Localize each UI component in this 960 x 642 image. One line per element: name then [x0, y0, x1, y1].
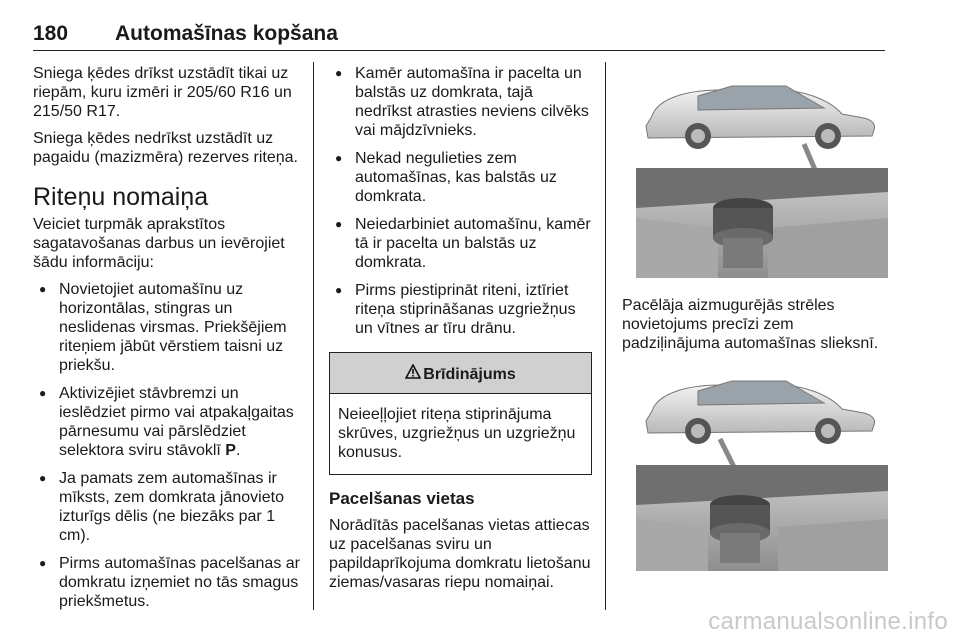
list-item: ● Neiedarbiniet automašīnu, kamēr tā ir pacelta un balstās uz domkrata.	[329, 215, 592, 272]
warning-title: Brīdinājums	[423, 366, 516, 383]
lifting-points-paragraph: Norādītās pacelšanas vietas attiecas uz pacelšanas sviru un papildaprīkojuma domkratu lietošanu ziemas/vasaras riepu nomaiņai.	[329, 517, 591, 591]
warning-header	[330, 353, 591, 394]
section-heading: Riteņu nomaiņa	[33, 183, 209, 211]
column-middle	[329, 64, 592, 600]
column-divider	[313, 62, 314, 610]
warning-body: Neieeļļojiet riteņa stiprinājuma skrūves, uzgriežņus un uzgriežņu konusus.	[338, 406, 576, 461]
lifting-point-figure-rear	[628, 68, 894, 286]
column-left	[33, 64, 305, 620]
list-item: ● Pirms piestiprināt riteni, iztīriet riteņa stiprināšanas uzgriežņus un vītnes ar tīru drānu.	[329, 281, 592, 338]
subheading: Pacelšanas vietas	[329, 489, 475, 508]
safety-list	[329, 64, 592, 338]
warning-triangle-icon	[405, 364, 421, 384]
warning-box	[329, 352, 592, 475]
column-divider	[605, 62, 606, 610]
snow-chain-size-paragraph: Sniega ķēdes drīkst uzstādīt tikai uz riepām, kuru izmēri ir 205/60 R16 un 215/50 R17.	[33, 65, 292, 120]
handbrake-text: Aktivizējiet stāvbremzi un ieslēdziet pirmo vai atpakaļgaitas pārnesumu vai pārslēdziet selektora sviru stāvoklī	[59, 385, 294, 459]
list-item: ● Pirms automašīnas pacelšanas ar domkratu izņemiet no tās smagus priekšmetus.	[33, 554, 305, 611]
figure-caption: Pacēlāja aizmugurējās strēles novietojums precīzi zem padziļinājuma automašīnas slieksnī.	[622, 297, 879, 352]
page-header	[33, 20, 885, 51]
chapter-title: Automašīnas kopšana	[115, 22, 338, 45]
list-item	[33, 384, 305, 460]
gear-position: P	[225, 442, 236, 459]
watermark: carmanualsonline.info	[708, 608, 948, 635]
lifting-point-figure-front	[628, 363, 894, 578]
page-number: 180	[33, 22, 69, 45]
list-item: ● Kamēr automašīna ir pacelta un balstās uz domkrata, tajā nedrīkst atrasties neviens cilvēks vai mājdzīvnieks.	[329, 64, 592, 140]
list-item: ● Ja pamats zem automašīnas ir mīksts, zem domkrata jānovieto izturīgs dēlis (ne biezāks par 1 cm).	[33, 469, 305, 545]
column-right	[622, 64, 890, 578]
car-jack-point-front-illustration	[628, 363, 894, 578]
list-item: ● Nekad negulieties zem automašīnas, kas balstās uz domkrata.	[329, 149, 592, 206]
snow-chain-spare-paragraph: Sniega ķēdes nedrīkst uzstādīt uz pagaidu (mazizmēra) rezerves riteņa.	[33, 130, 298, 166]
car-jack-point-rear-illustration	[628, 68, 894, 286]
list-item: ● Novietojiet automašīnu uz horizontālas, stingras un neslidenas virsmas. Priekšējiem riteņiem jābūt vērstiem taisni uz priekšu.	[33, 280, 305, 375]
preparation-list	[33, 280, 305, 611]
intro-paragraph: Veiciet turpmāk aprakstītos sagatavošanas darbus un ievērojiet šādu informāciju:	[33, 216, 285, 271]
handbrake-end: .	[235, 442, 241, 459]
